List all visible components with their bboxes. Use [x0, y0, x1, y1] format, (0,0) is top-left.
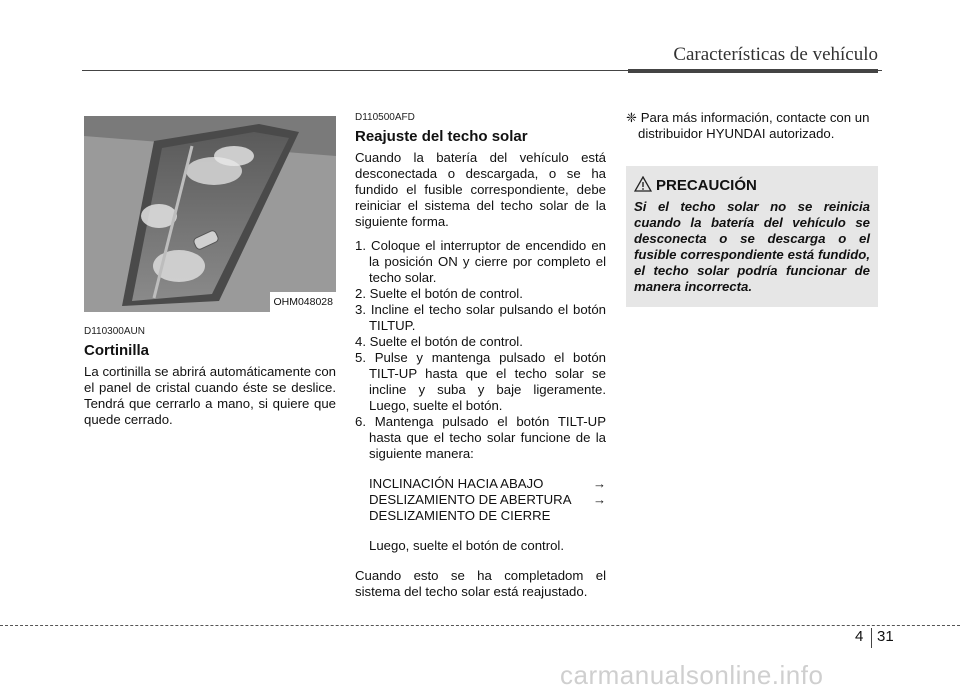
step-item: 5. Pulse y mantenga pulsado el botón TILT-UP hasta que el techo solar se incline y suba y baje ligeramente. Luego, suelte el botón.	[355, 350, 606, 413]
sequence-line	[369, 492, 606, 508]
dealer-note: ❈ Para más información, contacte con un distribuidor HYUNDAI autorizado.	[626, 110, 870, 141]
steps-list	[355, 238, 606, 462]
page-number-divider	[871, 628, 872, 648]
caution-text: Si el techo solar no se reinicia cuando la batería del vehículo se desconecta o se descarga o el fusible correspondiente está fundido, el techo solar podría funcionar de manera incorrecta.	[634, 199, 870, 294]
sunroof-photo	[84, 116, 336, 312]
step-item: 6. Mantenga pulsado el botón TILT-UP hasta que el techo solar funcione de la siguiente manera:	[355, 414, 606, 461]
header-rule-accent	[628, 69, 878, 73]
reajuste-intro: Cuando la batería del vehículo está desconectada o descargada, o se ha fundido el fusible correspondiente, debe reiniciar el sistema del techo solar de la siguiente forma.	[355, 150, 606, 229]
caution-box	[626, 166, 878, 307]
sequence-text: DESLIZAMIENTO DE CIERRE	[369, 508, 551, 523]
watermark: carmanualsonline.info	[560, 660, 824, 690]
section-code: D110300AUN	[84, 326, 145, 337]
warning-triangle-icon	[634, 176, 652, 196]
cortinilla-body: La cortinilla se abrirá automáticamente con el panel de cristal cuando éste se deslice. Tendrá que cerrarlo a mano, si quiere que quede cerrado.	[84, 364, 336, 427]
section-number: 4	[855, 628, 864, 645]
reajuste-closing: Cuando esto se ha completadom el sistema del techo solar está reajustado.	[355, 568, 606, 599]
step-item: 4. Suelte el botón de control.	[355, 334, 523, 349]
step-item: 2. Suelte el botón de control.	[355, 286, 523, 301]
step-item: 3. Incline el techo solar pulsando el botón TILTUP.	[355, 302, 606, 333]
arrow-right-icon: →	[592, 476, 606, 491]
page-header-title: Características de vehículo	[673, 44, 878, 65]
column-left	[84, 116, 336, 436]
image-caption: OHM048028	[270, 292, 336, 312]
caution-title: PRECAUCIÓN	[656, 177, 757, 194]
column-middle	[355, 110, 606, 608]
section-heading-cortinilla: Cortinilla	[84, 342, 150, 359]
footer-rule	[0, 625, 960, 626]
section-heading-reajuste: Reajuste del techo solar	[355, 128, 528, 145]
sequence-text: DESLIZAMIENTO DE ABERTURA	[369, 492, 572, 507]
page-number: 31	[877, 628, 894, 645]
sequence-line	[369, 476, 606, 492]
step-item: 1. Coloque el interruptor de encendido en la posición ON y cierre por completo el techo solar.	[355, 238, 606, 285]
after-instruction: Luego, suelte el botón de control.	[369, 538, 565, 553]
sunroof-illustration	[84, 116, 336, 312]
arrow-right-icon: →	[592, 492, 606, 507]
sequence-line	[369, 508, 606, 524]
sequence-text: INCLINACIÓN HACIA ABAJO	[369, 476, 544, 491]
caution-header	[634, 176, 870, 196]
column-right	[626, 110, 878, 307]
section-code: D110500AFD	[355, 112, 415, 123]
operation-sequence	[355, 476, 606, 524]
